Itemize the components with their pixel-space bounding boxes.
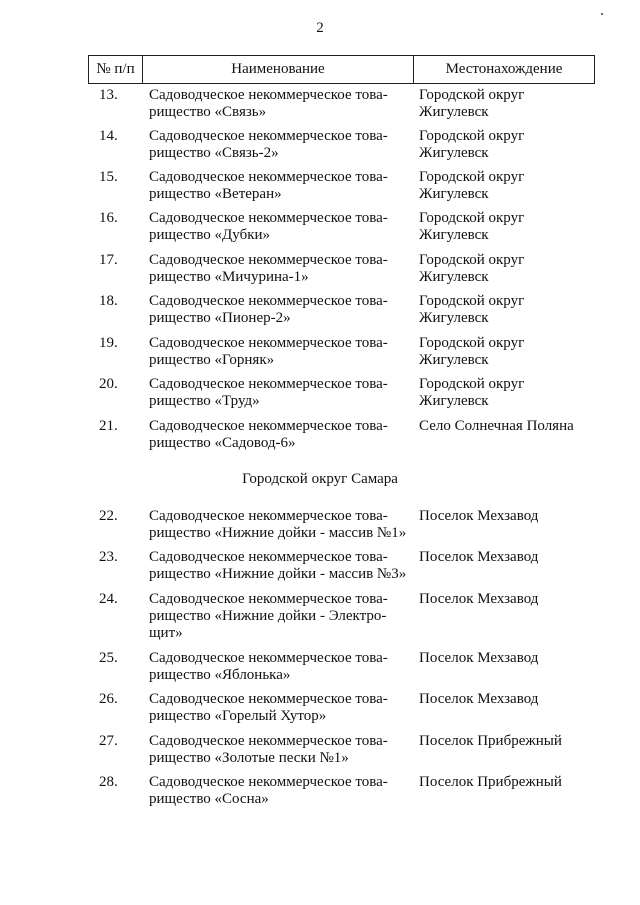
row-location-line: Городской округ xyxy=(419,335,525,351)
row-number: 19. xyxy=(99,335,118,351)
row-name-line: Садоводческое некоммерческое това- xyxy=(149,335,388,351)
row-name xyxy=(149,591,411,642)
row-number: 13. xyxy=(99,87,118,103)
row-location xyxy=(419,549,599,566)
header-row xyxy=(89,56,595,84)
row-name xyxy=(149,210,411,244)
row-number: 22. xyxy=(99,508,118,524)
row-number: 26. xyxy=(99,691,118,707)
row-location-line: Городской округ xyxy=(419,128,525,144)
row-name xyxy=(149,87,411,121)
row-location-line: Городской округ xyxy=(419,210,525,226)
row-location-line: Жигулевск xyxy=(419,227,489,243)
row-location-line: Поселок Прибрежный xyxy=(419,733,562,749)
row-name-line: Садоводческое некоммерческое това- xyxy=(149,87,388,103)
row-name-line: рищество «Дубки» xyxy=(149,227,271,243)
row-name xyxy=(149,733,411,767)
row-location-line: Жигулевск xyxy=(419,352,489,368)
row-location-line: Городской округ xyxy=(419,169,525,185)
row-location-line: Поселок Мехзавод xyxy=(419,650,539,666)
row-number: 16. xyxy=(99,210,118,226)
row-location xyxy=(419,87,599,121)
row-number: 25. xyxy=(99,650,118,666)
row-number: 24. xyxy=(99,591,118,607)
scan-speck xyxy=(601,13,603,15)
row-number: 17. xyxy=(99,252,118,268)
row-location xyxy=(419,252,599,286)
row-name xyxy=(149,508,411,542)
row-name-line: Садоводческое некоммерческое това- xyxy=(149,293,388,309)
row-location xyxy=(419,691,599,708)
row-name-line: рищество «Связь-2» xyxy=(149,145,279,161)
row-location xyxy=(419,418,599,435)
row-number: 14. xyxy=(99,128,118,144)
row-name-line: рищество «Горняк» xyxy=(149,352,275,368)
row-number: 20. xyxy=(99,376,118,392)
row-location xyxy=(419,376,599,410)
row-name-line: Садоводческое некоммерческое това- xyxy=(149,252,388,268)
row-location-line: Жигулевск xyxy=(419,310,489,326)
row-name xyxy=(149,293,411,327)
row-location xyxy=(419,169,599,203)
row-location-line: Городской округ xyxy=(419,87,525,103)
row-name-line: рищество «Садовод-6» xyxy=(149,435,296,451)
row-name-line: Садоводческое некоммерческое това- xyxy=(149,210,388,226)
row-name-line: Садоводческое некоммерческое това- xyxy=(149,650,388,666)
row-name-line: Садоводческое некоммерческое това- xyxy=(149,376,388,392)
row-location xyxy=(419,210,599,244)
row-name-line: рищество «Труд» xyxy=(149,393,260,409)
row-location xyxy=(419,650,599,667)
row-location-line: Городской округ xyxy=(419,376,525,392)
row-name-line: рищество «Связь» xyxy=(149,104,267,120)
row-name-line: рищество «Золотые пески №1» xyxy=(149,750,349,766)
row-number: 28. xyxy=(99,774,118,790)
row-name xyxy=(149,418,411,452)
row-number: 21. xyxy=(99,418,118,434)
row-name-line: Садоводческое некоммерческое това- xyxy=(149,691,388,707)
row-name xyxy=(149,335,411,369)
row-number: 15. xyxy=(99,169,118,185)
row-location-line: Поселок Мехзавод xyxy=(419,591,539,607)
row-location xyxy=(419,508,599,525)
row-location xyxy=(419,128,599,162)
row-name xyxy=(149,691,411,725)
row-name-line: рищество «Нижние дойки - массив №3» xyxy=(149,566,407,582)
row-name xyxy=(149,376,411,410)
row-name-line: Садоводческое некоммерческое това- xyxy=(149,418,388,434)
row-name-line: Садоводческое некоммерческое това- xyxy=(149,733,388,749)
header-col-name: Наименование xyxy=(143,56,414,84)
row-number: 27. xyxy=(99,733,118,749)
row-location-line: Жигулевск xyxy=(419,393,489,409)
row-location-line: Поселок Прибрежный xyxy=(419,774,562,790)
row-location-line: Село Солнечная Поляна xyxy=(419,418,574,434)
row-name-line: Садоводческое некоммерческое това- xyxy=(149,549,388,565)
row-name xyxy=(149,650,411,684)
page-number: 2 xyxy=(316,20,324,36)
row-name xyxy=(149,549,411,583)
row-name-line: щит» xyxy=(149,625,183,641)
row-location xyxy=(419,591,599,608)
row-name xyxy=(149,128,411,162)
row-number: 23. xyxy=(99,549,118,565)
row-name-line: рищество «Нижние дойки - массив №1» xyxy=(149,525,407,541)
row-location-line: Городской округ xyxy=(419,252,525,268)
row-location-line: Жигулевск xyxy=(419,186,489,202)
row-name-line: рищество «Пионер-2» xyxy=(149,310,291,326)
row-location-line: Поселок Мехзавод xyxy=(419,508,539,524)
header-col-num: № п/п xyxy=(89,56,143,84)
row-location-line: Жигулевск xyxy=(419,145,489,161)
row-name-line: рищество «Яблонька» xyxy=(149,667,291,683)
row-name-line: Садоводческое некоммерческое това- xyxy=(149,591,388,607)
row-name xyxy=(149,252,411,286)
row-location-line: Жигулевск xyxy=(419,104,489,120)
row-location xyxy=(419,733,599,750)
row-location xyxy=(419,774,599,791)
row-location-line: Поселок Мехзавод xyxy=(419,691,539,707)
row-name-line: рищество «Ветеран» xyxy=(149,186,282,202)
row-name-line: рищество «Горелый Хутор» xyxy=(149,708,327,724)
row-name-line: Садоводческое некоммерческое това- xyxy=(149,508,388,524)
row-name-line: рищество «Мичурина-1» xyxy=(149,269,309,285)
header-col-location: Местонахождение xyxy=(414,56,595,84)
row-location-line: Поселок Мехзавод xyxy=(419,549,539,565)
row-name-line: рищество «Нижние дойки - Электро- xyxy=(149,608,387,624)
row-number: 18. xyxy=(99,293,118,309)
row-name-line: Садоводческое некоммерческое това- xyxy=(149,169,388,185)
row-name xyxy=(149,169,411,203)
table-header xyxy=(88,55,595,84)
row-location xyxy=(419,293,599,327)
row-name-line: Садоводческое некоммерческое това- xyxy=(149,774,388,790)
row-name xyxy=(149,774,411,808)
row-name-line: Садоводческое некоммерческое това- xyxy=(149,128,388,144)
section-title: Городской округ Самара xyxy=(242,471,398,487)
row-location-line: Жигулевск xyxy=(419,269,489,285)
row-location xyxy=(419,335,599,369)
row-name-line: рищество «Сосна» xyxy=(149,791,269,807)
row-location-line: Городской округ xyxy=(419,293,525,309)
